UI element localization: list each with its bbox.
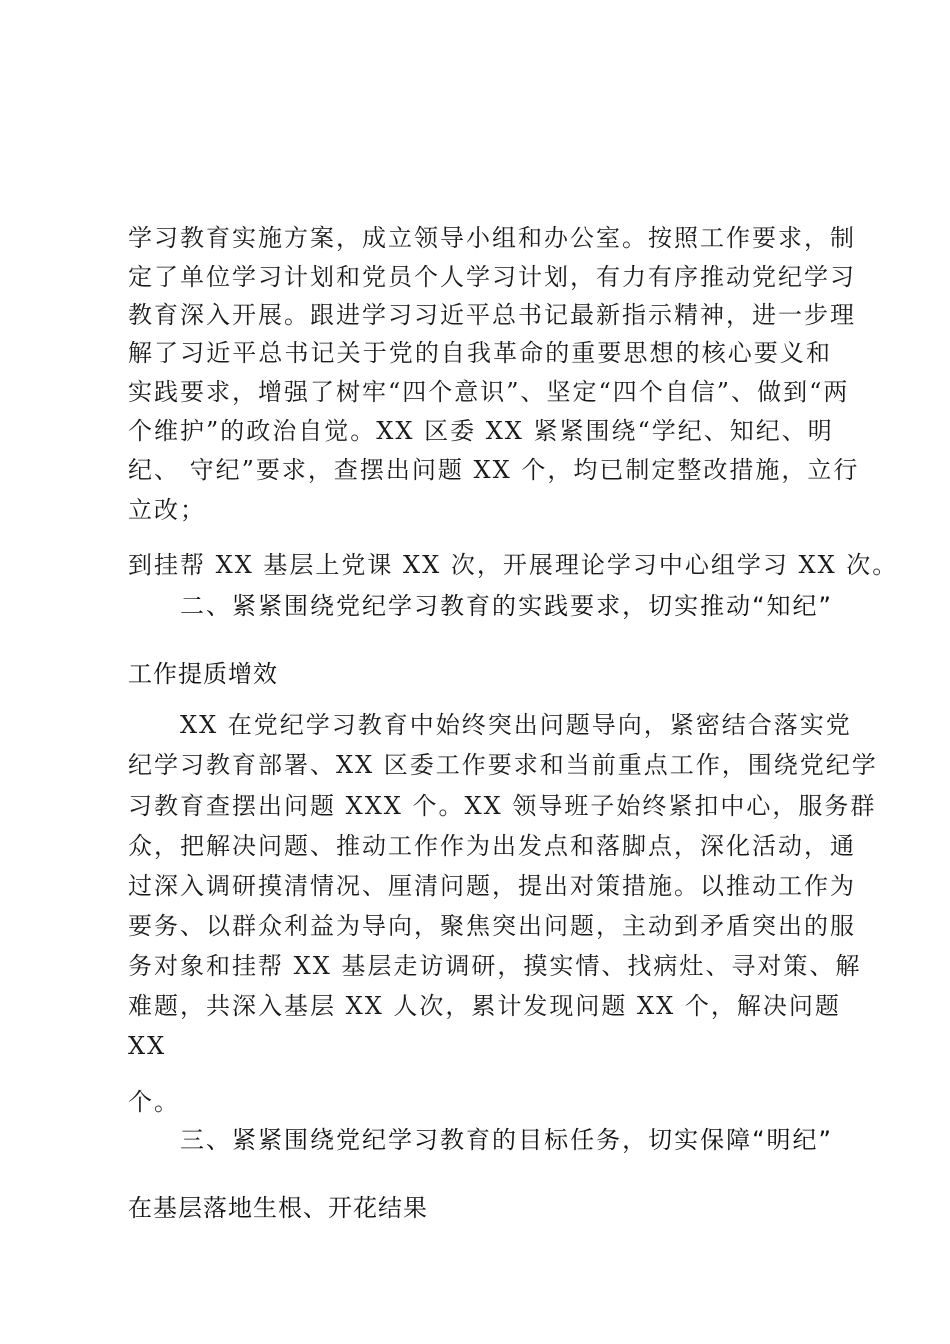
paragraph-line: 立改；	[128, 496, 206, 524]
section-heading-continued: 工作提质增效	[128, 660, 278, 688]
paragraph-line: 难题，共深入基层 XX 人次，累计发现问题 XX 个，解决问题	[128, 992, 841, 1020]
paragraph-line: 个维护”的政治自觉。XX 区委 XX 紧紧围绕“学纪、知纪、明	[128, 417, 834, 445]
paragraph-line: 众，把解决问题、推动工作作为出发点和落脚点，深化活动，通	[128, 832, 856, 860]
paragraph-line: 定了单位学习计划和党员个人学习计划，有力有序推动党纪学习	[128, 263, 856, 291]
paragraph-line: 实践要求，增强了树牢“四个意识”、坚定“四个自信”、做到“两	[128, 378, 850, 406]
paragraph-line: 个。	[128, 1088, 180, 1116]
paragraph-line: XX	[128, 1032, 167, 1060]
paragraph-line: 过深入调研摸清情况、厘清问题，提出对策措施。以推动工作为	[128, 872, 856, 900]
paragraph-line: 纪、 守纪”要求，查摆出问题 XX 个，均已制定整改措施，立行	[128, 456, 860, 484]
paragraph-line: XX 在党纪学习教育中始终突出问题导向，紧密结合落实党	[180, 711, 852, 739]
paragraph-line: 纪学习教育部署、XX 区委工作要求和当前重点工作，围绕党纪学	[128, 751, 878, 779]
paragraph-line: 务对象和挂帮 XX 基层走访调研，摸实情、找病灶、寻对策、解	[128, 952, 862, 980]
section-heading: 三、紧紧围绕党纪学习教育的目标任务，切实保障“明纪”	[180, 1126, 832, 1154]
paragraph-line: 到挂帮 XX 基层上党课 XX 次，开展理论学习中心组学习 XX 次。	[128, 551, 899, 579]
paragraph-line: 习教育查摆出问题 XXX 个。XX 领导班子始终紧扣中心，服务群	[128, 792, 877, 820]
paragraph-line: 解了习近平总书记关于党的自我革命的重要思想的核心要义和	[128, 339, 832, 367]
paragraph-line: 学习教育实施方案，成立领导小组和办公室。按照工作要求，制	[128, 224, 856, 252]
section-heading: 二、紧紧围绕党纪学习教育的实践要求，切实推动“知纪”	[180, 592, 832, 620]
section-heading-continued: 在基层落地生根、开花结果	[128, 1194, 428, 1222]
paragraph-line: 教育深入开展。跟进学习习近平总书记最新指示精神，进一步理	[128, 301, 856, 329]
paragraph-line: 要务、以群众利益为导向，聚焦突出问题，主动到矛盾突出的服	[128, 912, 856, 940]
